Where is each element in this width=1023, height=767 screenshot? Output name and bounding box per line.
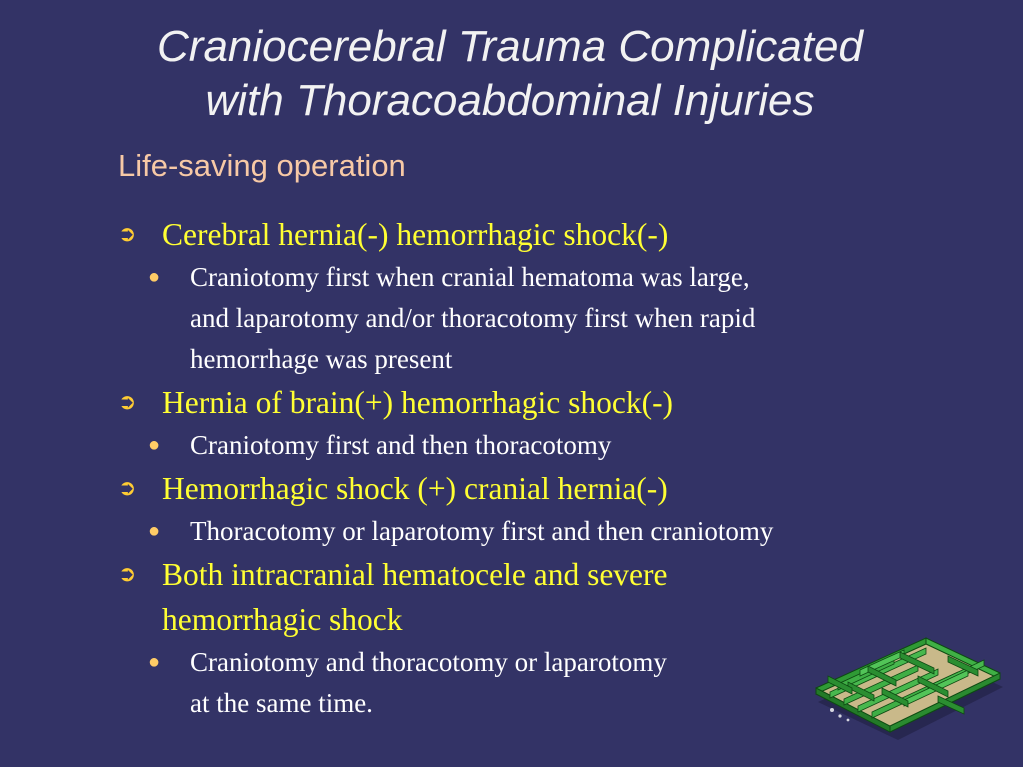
bullet-heading-3	[118, 466, 998, 511]
detail-line: Thoracotomy or laparotomy first and then craniotomy	[190, 516, 774, 546]
slide-subtitle: Life-saving operation	[118, 148, 406, 183]
bullet-heading-text: hemorrhagic shock	[162, 602, 403, 637]
dot-bullet-icon: ●	[148, 266, 161, 288]
bullet-heading-1	[118, 212, 998, 257]
detail-line: Craniotomy and thoracotomy or laparotomy	[190, 647, 667, 677]
title-line-1: Craniocerebral Trauma Complicated	[157, 22, 863, 71]
bullet-detail-2	[118, 425, 978, 466]
detail-line: Craniotomy first when cranial hematoma was large,	[190, 262, 750, 292]
curved-arrow-bullet-icon: ➲	[118, 222, 137, 247]
detail-line: hemorrhage was present	[190, 344, 453, 374]
detail-line: and laparotomy and/or thoracotomy first when rapid	[190, 303, 756, 333]
curved-arrow-bullet-icon: ➲	[118, 390, 137, 415]
bullet-heading-text: Both intracranial hematocele and severe	[162, 557, 668, 592]
detail-line: Craniotomy first and then thoracotomy	[190, 430, 612, 460]
slide-title	[60, 20, 960, 128]
dot-bullet-icon: ●	[148, 520, 161, 542]
curved-arrow-bullet-icon: ➲	[118, 476, 137, 501]
bullet-heading-text: Hemorrhagic shock (+) cranial hernia(-)	[162, 471, 668, 506]
title-line-2: with Thoracoabdominal Injuries	[205, 76, 815, 125]
dot-bullet-icon: ●	[148, 434, 161, 456]
green-maze-icon	[808, 632, 1008, 742]
curved-arrow-bullet-icon: ➲	[118, 562, 137, 587]
detail-line: at the same time.	[190, 688, 373, 718]
bullet-heading-4	[118, 552, 998, 642]
bullet-detail-1	[118, 257, 978, 380]
bullet-detail-3	[118, 511, 978, 552]
dot-bullet-icon: ●	[148, 651, 161, 673]
bullet-heading-text: Cerebral hernia(-) hemorrhagic shock(-)	[162, 217, 669, 252]
bullet-heading-text: Hernia of brain(+) hemorrhagic shock(-)	[162, 385, 674, 420]
bullet-heading-2	[118, 380, 998, 425]
